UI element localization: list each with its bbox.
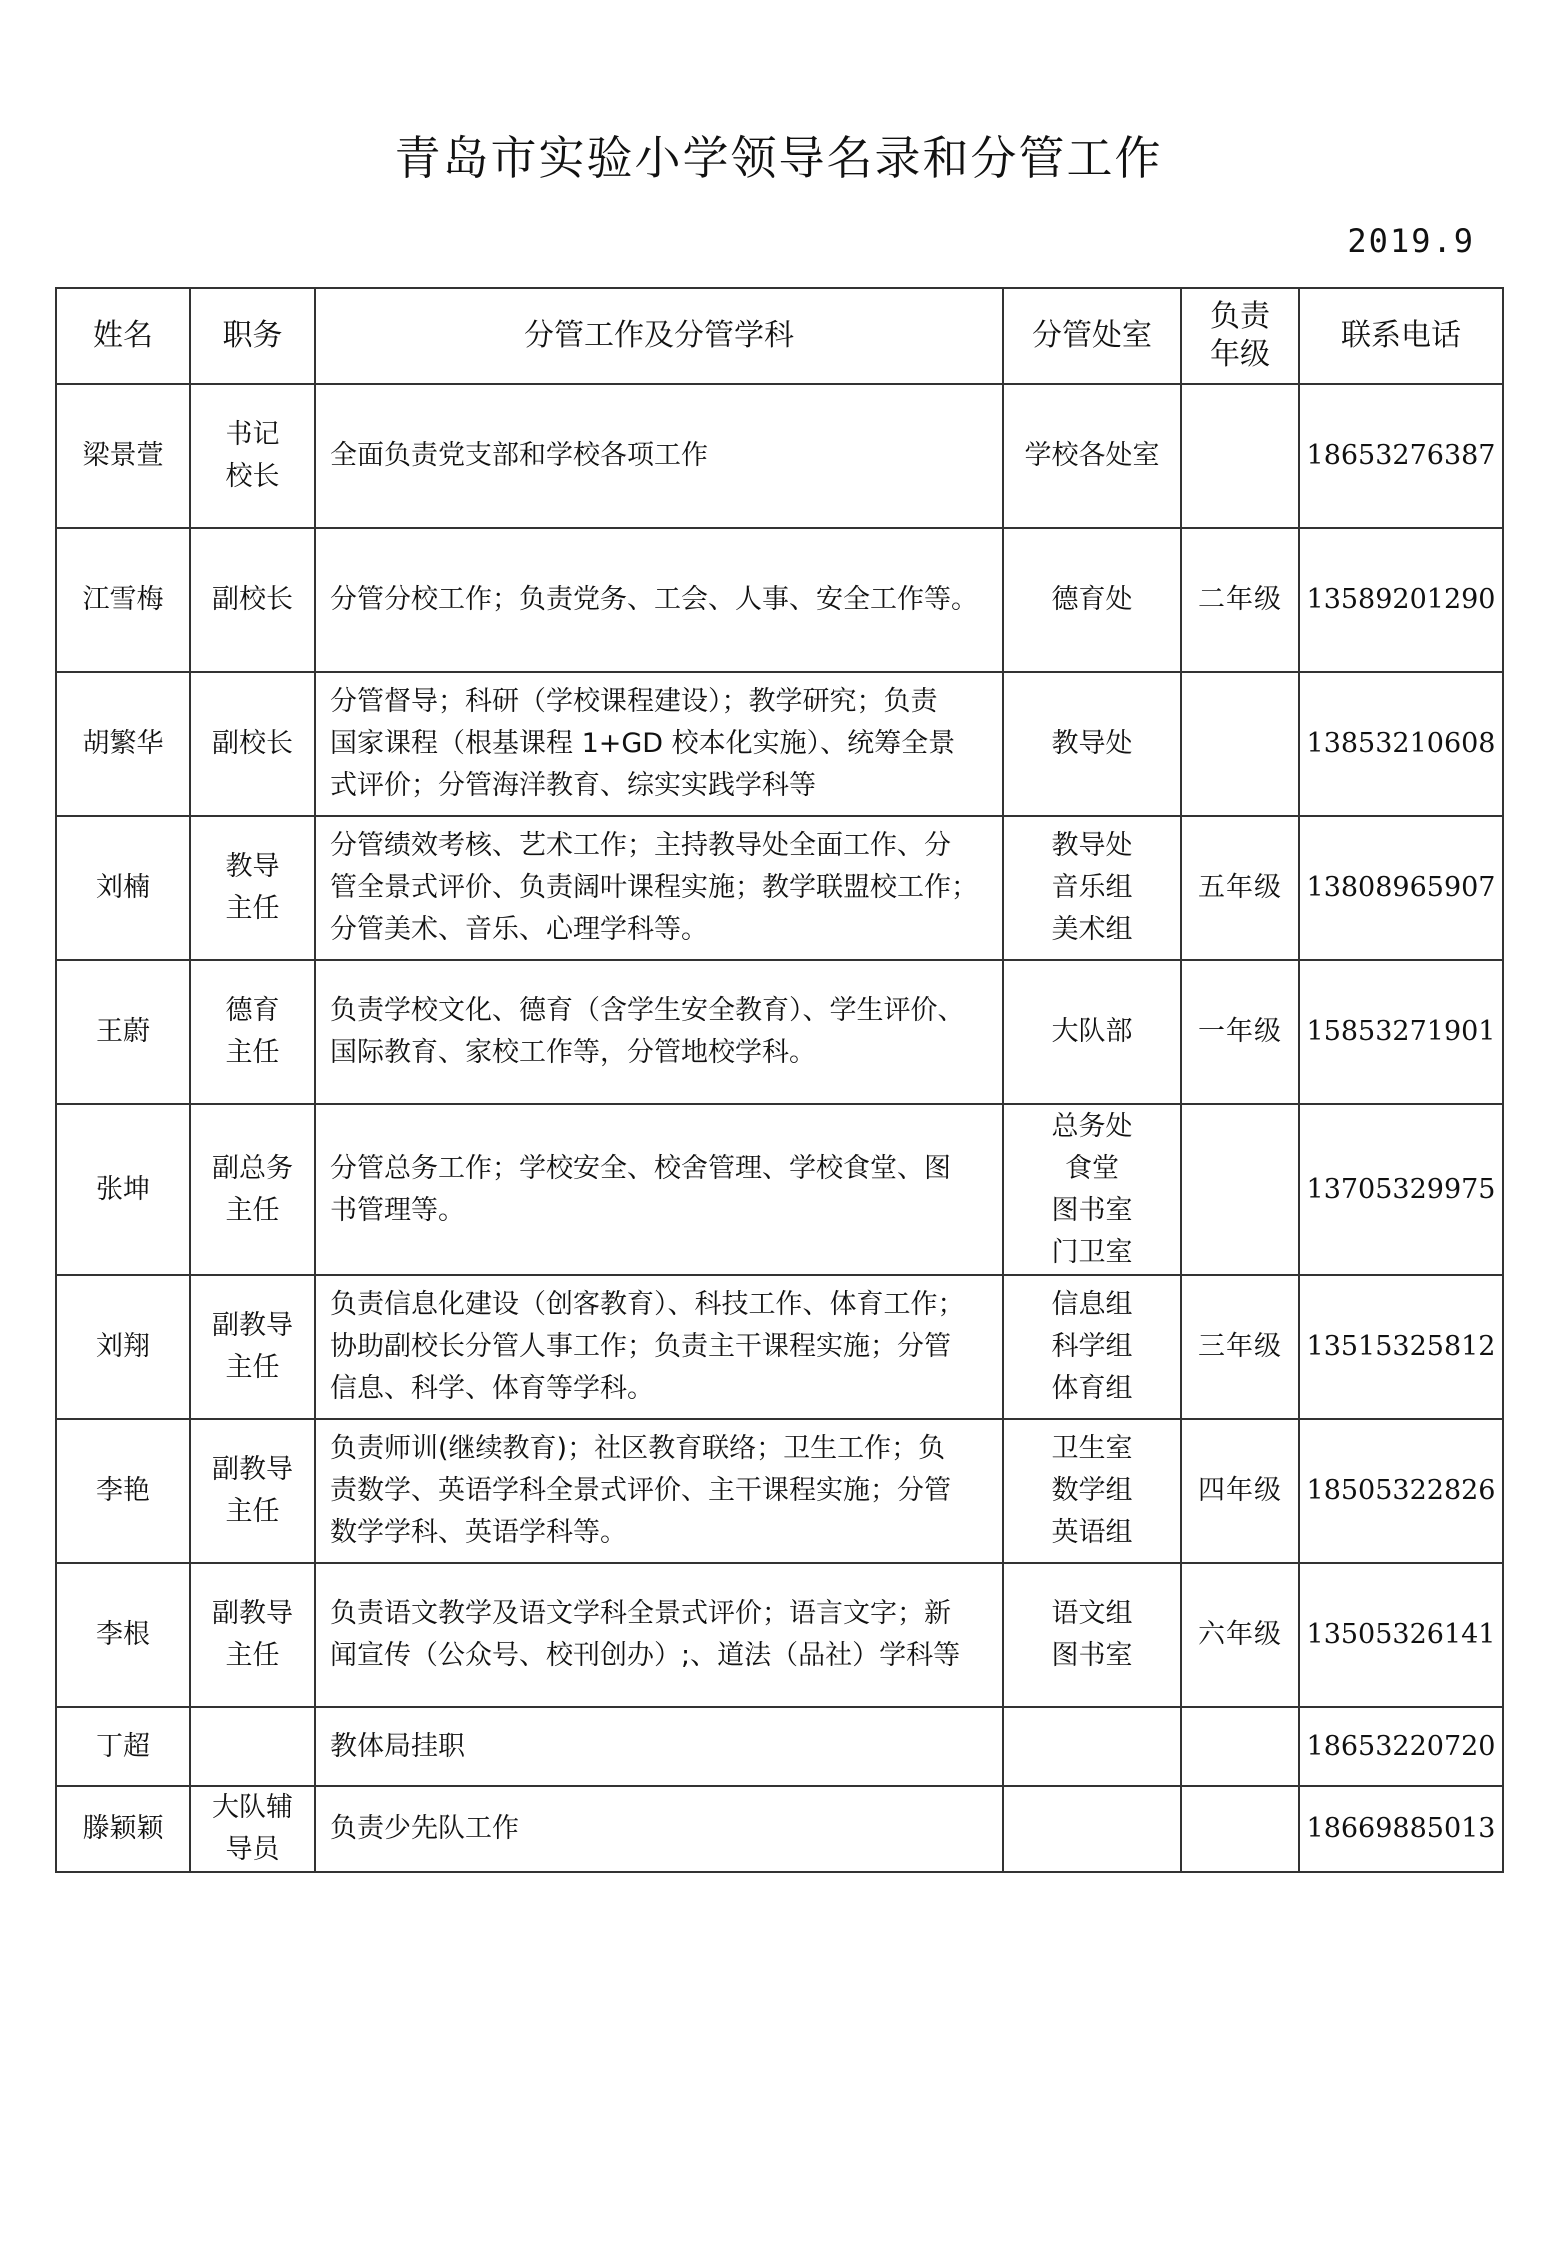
header-position: 职务: [190, 288, 315, 384]
duties-line: 式评价；分管海洋教育、综实实践学科等: [330, 770, 816, 801]
cell-grade: [1181, 1707, 1299, 1786]
office-line: 英语组: [1051, 1517, 1133, 1548]
header-grade: [1181, 288, 1299, 384]
table-row: [56, 672, 1503, 816]
cell-phone: 18653276387: [1299, 384, 1503, 528]
cell-position: [190, 1786, 315, 1872]
cell-position: [190, 1275, 315, 1419]
cell-phone: 18653220720: [1299, 1707, 1503, 1786]
office-line: 图书室: [1051, 1640, 1133, 1671]
table-row: [56, 1104, 1503, 1275]
cell-position: [190, 960, 315, 1104]
cell-phone: 13589201290: [1299, 528, 1503, 672]
position-line: 副教导: [212, 1454, 293, 1485]
office-line: 大队部: [1051, 1016, 1133, 1047]
cell-position: [190, 528, 315, 672]
cell-office: [1003, 1275, 1181, 1419]
cell-grade: 一年级: [1181, 960, 1299, 1104]
cell-duties: [315, 1786, 1003, 1872]
cell-grade: 六年级: [1181, 1563, 1299, 1707]
cell-name: 丁超: [56, 1707, 190, 1786]
header-phone: 联系电话: [1299, 288, 1503, 384]
duties-line: 协助副校长分管人事工作；负责主干课程实施；分管: [330, 1331, 951, 1362]
cell-office: [1003, 816, 1181, 960]
office-line: 教导处: [1051, 728, 1133, 759]
cell-name: 李艳: [56, 1419, 190, 1563]
duties-line: 信息、科学、体育等学科。: [330, 1373, 654, 1404]
document-date: 2019.9: [1347, 222, 1475, 260]
cell-grade: [1181, 1786, 1299, 1872]
position-line: 副教导: [212, 1310, 293, 1341]
cell-position: [190, 1707, 315, 1786]
duties-line: 国际教育、家校工作等，分管地校学科。: [330, 1037, 816, 1068]
office-line: 语文组: [1051, 1598, 1133, 1629]
cell-office: [1003, 1563, 1181, 1707]
office-line: 音乐组: [1051, 872, 1133, 903]
cell-name: 刘楠: [56, 816, 190, 960]
cell-duties: [315, 1707, 1003, 1786]
duties-line: 数学学科、英语学科等。: [330, 1517, 627, 1548]
position-line: 德育: [225, 995, 280, 1026]
cell-phone: 18669885013: [1299, 1786, 1503, 1872]
duties-line: 负责语文教学及语文学科全景式评价；语言文字；新: [330, 1598, 951, 1629]
cell-name: 王蔚: [56, 960, 190, 1104]
cell-phone: 15853271901: [1299, 960, 1503, 1104]
table-row: [56, 1419, 1503, 1563]
cell-grade: 二年级: [1181, 528, 1299, 672]
table-row: [56, 960, 1503, 1104]
cell-duties: [315, 816, 1003, 960]
cell-grade: 五年级: [1181, 816, 1299, 960]
position-line: 副校长: [212, 728, 293, 759]
cell-office: [1003, 1419, 1181, 1563]
duties-line: 全面负责党支部和学校各项工作: [330, 440, 708, 471]
duties-line: 负责信息化建设（创客教育）、科技工作、体育工作；: [330, 1289, 965, 1320]
position-line: 主任: [225, 893, 280, 924]
document-title: 青岛市实验小学领导名录和分管工作: [394, 131, 1163, 185]
table-row: [56, 1786, 1503, 1872]
cell-name: 张坤: [56, 1104, 190, 1275]
cell-phone: 13705329975: [1299, 1104, 1503, 1275]
cell-duties: [315, 1563, 1003, 1707]
table-row: [56, 1707, 1503, 1786]
office-line: 总务处: [1051, 1110, 1133, 1142]
cell-office: [1003, 1707, 1181, 1786]
header-grade-line: 年级: [1210, 337, 1270, 372]
position-line: 主任: [225, 1496, 280, 1527]
cell-duties: [315, 384, 1003, 528]
cell-position: [190, 1419, 315, 1563]
position-line: 校长: [225, 461, 280, 492]
header-office: 分管处室: [1003, 288, 1181, 384]
duties-line: 分管美术、音乐、心理学科等。: [330, 914, 708, 945]
duties-line: 责数学、英语学科全景式评价、主干课程实施；分管: [330, 1475, 951, 1506]
duties-line: 闻宣传（公众号、校刊创办）;、道法（品社）学科等: [330, 1640, 961, 1671]
table-row: [56, 528, 1503, 672]
cell-phone: 13853210608: [1299, 672, 1503, 816]
header-name: 姓名: [56, 288, 190, 384]
cell-duties: [315, 1419, 1003, 1563]
table-row: [56, 816, 1503, 960]
position-line: 主任: [225, 1640, 280, 1671]
office-line: 美术组: [1051, 914, 1133, 945]
table-header-row: [56, 288, 1503, 384]
duties-line: 负责师训(继续教育)；社区教育联络；卫生工作；负: [330, 1433, 946, 1464]
cell-phone: 13515325812: [1299, 1275, 1503, 1419]
position-line: 大队辅: [212, 1792, 293, 1823]
header-grade-line: 负责: [1210, 299, 1270, 334]
duties-line: 书管理等。: [330, 1194, 465, 1226]
position-line: 副校长: [212, 584, 293, 615]
cell-name: 滕颖颖: [56, 1786, 190, 1872]
position-line: 书记: [225, 419, 280, 450]
cell-duties: [315, 1104, 1003, 1275]
table-row: [56, 1275, 1503, 1419]
duties-line: 分管绩效考核、艺术工作；主持教导处全面工作、分: [330, 830, 951, 861]
cell-office: [1003, 960, 1181, 1104]
position-line: 副总务: [212, 1152, 293, 1184]
cell-grade: 四年级: [1181, 1419, 1299, 1563]
duties-line: 分管督导；科研（学校课程建设）；教学研究；负责: [330, 686, 938, 717]
cell-name: 江雪梅: [56, 528, 190, 672]
cell-duties: [315, 960, 1003, 1104]
cell-position: [190, 672, 315, 816]
position-line: 副教导: [212, 1598, 293, 1629]
cell-office: [1003, 384, 1181, 528]
duties-line: 教体局挂职: [330, 1730, 465, 1762]
office-line: 德育处: [1051, 584, 1133, 615]
cell-position: [190, 816, 315, 960]
table-row: [56, 384, 1503, 528]
duties-line: 国家课程（根基课程 1+GD 校本化实施）、统筹全景: [330, 728, 956, 759]
position-line: 主任: [225, 1352, 280, 1383]
position-line: 主任: [225, 1194, 280, 1226]
cell-position: [190, 1104, 315, 1275]
cell-office: [1003, 528, 1181, 672]
office-line: 信息组: [1051, 1289, 1133, 1320]
cell-office: [1003, 672, 1181, 816]
duties-line: 分管分校工作；负责党务、工会、人事、安全工作等。: [330, 584, 978, 615]
cell-grade: [1181, 384, 1299, 528]
office-line: 学校各处室: [1024, 440, 1160, 471]
cell-grade: [1181, 672, 1299, 816]
cell-phone: 18505322826: [1299, 1419, 1503, 1563]
duties-line: 分管总务工作；学校安全、校舍管理、学校食堂、图: [330, 1152, 951, 1184]
office-line: 卫生室: [1051, 1433, 1133, 1464]
duties-line: 负责少先队工作: [330, 1813, 519, 1844]
cell-name: 胡繁华: [56, 672, 190, 816]
cell-position: [190, 384, 315, 528]
position-line: 教导: [225, 851, 280, 882]
cell-name: 刘翔: [56, 1275, 190, 1419]
office-line: 体育组: [1051, 1373, 1133, 1404]
cell-phone: 13505326141: [1299, 1563, 1503, 1707]
office-line: 食堂: [1065, 1152, 1119, 1184]
office-line: 科学组: [1051, 1331, 1133, 1362]
office-line: 图书室: [1051, 1194, 1133, 1226]
cell-position: [190, 1563, 315, 1707]
cell-office: [1003, 1104, 1181, 1275]
cell-grade: 三年级: [1181, 1275, 1299, 1419]
cell-name: 李根: [56, 1563, 190, 1707]
cell-phone: 13808965907: [1299, 816, 1503, 960]
header-duties: 分管工作及分管学科: [315, 288, 1003, 384]
position-line: 主任: [225, 1037, 280, 1068]
leadership-table: [55, 287, 1504, 1873]
cell-name: 梁景萱: [56, 384, 190, 528]
cell-office: [1003, 1786, 1181, 1872]
duties-line: 负责学校文化、德育（含学生安全教育）、学生评价、: [330, 995, 965, 1026]
duties-line: 管全景式评价、负责阔叶课程实施；教学联盟校工作；: [330, 872, 978, 903]
office-line: 教导处: [1051, 830, 1133, 861]
office-line: 门卫室: [1051, 1236, 1133, 1268]
table-row: [56, 1563, 1503, 1707]
cell-duties: [315, 1275, 1003, 1419]
cell-duties: [315, 672, 1003, 816]
office-line: 数学组: [1051, 1475, 1133, 1506]
table-body: [56, 384, 1503, 1872]
cell-grade: [1181, 1104, 1299, 1275]
position-line: 导员: [225, 1834, 280, 1865]
cell-duties: [315, 528, 1003, 672]
